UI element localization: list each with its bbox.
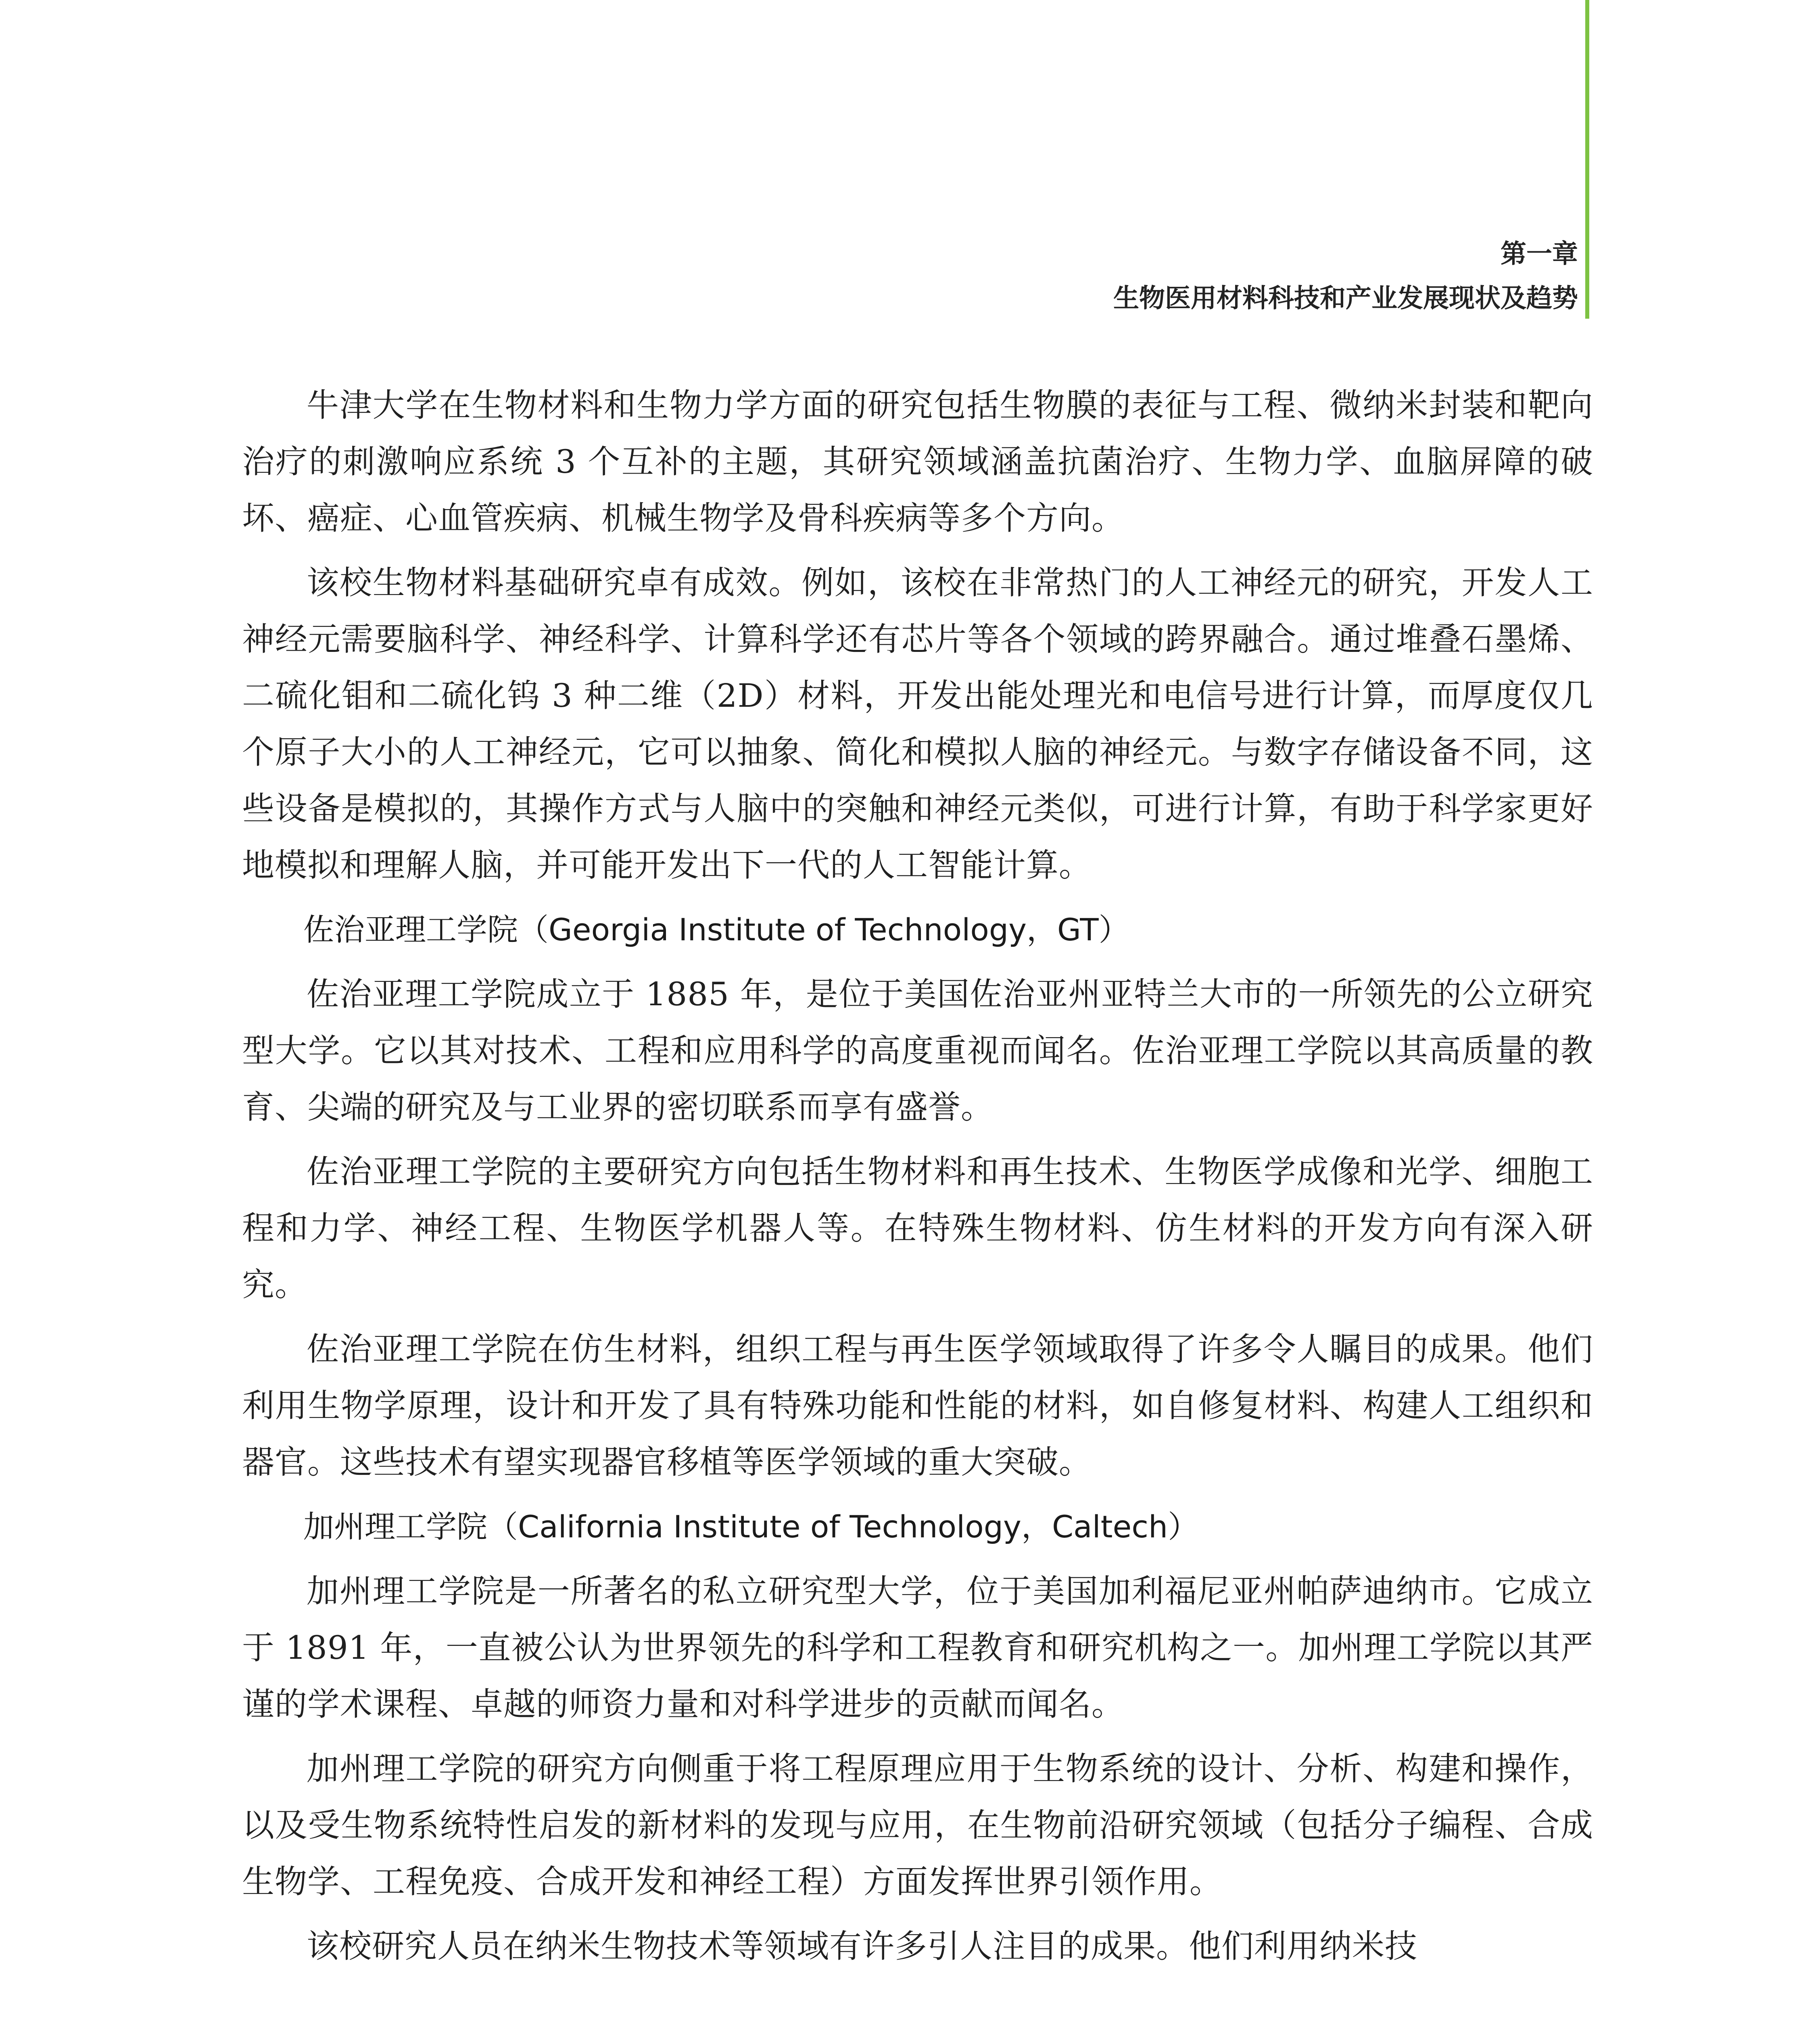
paragraph-oxford-research: 牛津大学在生物材料和生物力学方面的研究包括生物膜的表征与工程、微纳米封装和靶向治疗的刺激响应系统 3 个互补的主题，其研究领域涵盖抗菌治疗、生物力学、血脑屏障的破坏、癌症、心血管疾病、机械生物学及骨科疾病等多个方向。 (242, 386, 1593, 537)
heading-caltech: 加州理工学院（California Institute of Technology，Caltech） (303, 1509, 1199, 1545)
paragraph-gt-directions: 佐治亚理工学院的主要研究方向包括生物材料和再生技术、生物医学成像和光学、细胞工程和力学、神经工程、生物医学机器人等。在特殊生物材料、仿生材料的开发方向有深入研究。 (242, 1153, 1593, 1303)
paragraph-caltech-directions: 加州理工学院的研究方向侧重于将工程原理应用于生物系统的设计、分析、构建和操作，以及受生物系统特性启发的新材料的发现与应用，在生物前沿研究领域（包括分子编程、合成生物学、工程免疫、合成开发和神经工程）方面发挥世界引领作用。 (242, 1750, 1593, 1900)
running-header (1113, 232, 1578, 321)
heading-georgia-tech: 佐治亚理工学院（Georgia Institute of Technology，GT） (303, 912, 1129, 948)
chapter-label: 第一章 (1501, 239, 1578, 269)
chapter-accent-rule (1585, 0, 1589, 319)
paragraph-gt-intro: 佐治亚理工学院成立于 1885 年，是位于美国佐治亚州亚特兰大市的一所领先的公立研究型大学。它以其对技术、工程和应用科学的高度重视而闻名。佐治亚理工学院以其高质量的教育、尖端的研究及与工业界的密切联系而享有盛誉。 (242, 975, 1593, 1126)
paragraph-caltech-nanotech: 该校研究人员在纳米生物技术等领域有许多引人注目的成果。他们利用纳米技 (307, 1927, 1417, 1965)
page-body (242, 377, 1593, 1983)
chapter-title: 生物医用材料科技和产业发展现状及趋势 (1113, 284, 1578, 313)
paragraph-oxford-neurons: 该校生物材料基础研究卓有成效。例如，该校在非常热门的人工神经元的研究，开发人工神经元需要脑科学、神经科学、计算科学还有芯片等各个领域的跨界融合。通过堆叠石墨烯、二硫化钼和二硫化钨 3 种二维（2D）材料，开发出能处理光和电信号进行计算，而厚度仅几个原子大小的人工神经元，它可以抽象、简化和模拟人脑的神经元。与数字存储设备不同，这些设备是模拟的，其操作方式与人脑中的突触和神经元类似，可进行计算，有助于科学家更好地模拟和理解人脑，并可能开发出下一代的人工智能计算。 (242, 564, 1593, 884)
paragraph-caltech-intro: 加州理工学院是一所著名的私立研究型大学，位于美国加利福尼亚州帕萨迪纳市。它成立于 1891 年，一直被公认为世界领先的科学和工程教育和研究机构之一。加州理工学院以其严谨的学术课程、卓越的师资力量和对科学进步的贡献而闻名。 (242, 1572, 1593, 1723)
paragraph-gt-achievements: 佐治亚理工学院在仿生材料，组织工程与再生医学领域取得了许多令人瞩目的成果。他们利用生物学原理，设计和开发了具有特殊功能和性能的材料，如自修复材料、构建人工组织和器官。这些技术有望实现器官移植等医学领域的重大突破。 (242, 1330, 1593, 1481)
